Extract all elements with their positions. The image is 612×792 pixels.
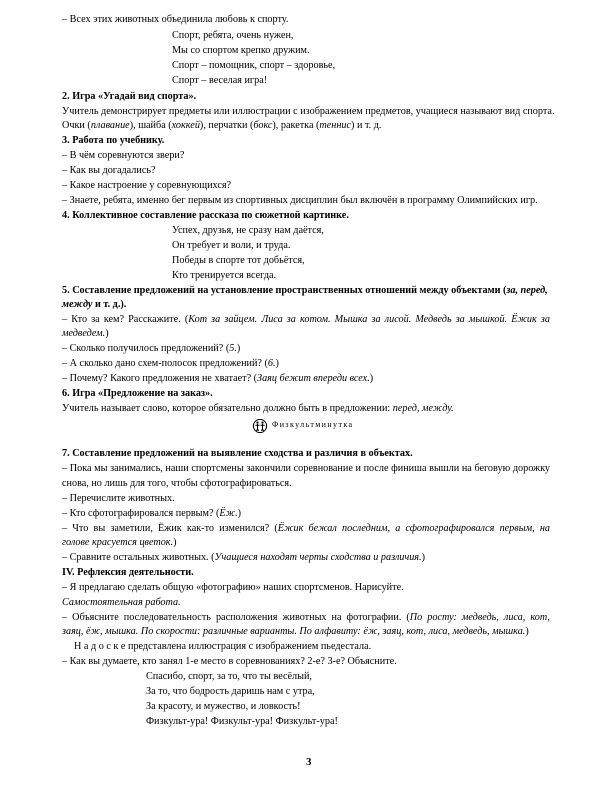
text-line: Самостоятельная работа. xyxy=(62,597,181,608)
section-heading: 4. Коллективное составление рассказа по сюжетной картинке. xyxy=(62,210,349,221)
poem-line: Спорт – помощник, спорт – здоровье, xyxy=(172,60,336,71)
poem-line: Физкульт-ура! Физкульт-ура! Физкульт-ура! xyxy=(146,716,338,727)
poem-line: За то, что бодрость даришь нам с утра, xyxy=(146,686,315,697)
text-line: – Какое настроение у соревнующихся? xyxy=(62,180,232,191)
page-number: 3 xyxy=(306,756,312,768)
text-line: голове красуется цветок.) xyxy=(62,537,177,548)
exercise-icon xyxy=(252,419,268,433)
poem-line: Спорт – веселая игра! xyxy=(172,75,268,86)
section-heading: 5. Составление предложений на установление пространственных отношений между объектами (за, перед, xyxy=(62,285,548,296)
poem-line: Успех, друзья, не сразу нам даётся, xyxy=(172,225,324,236)
text-line: – Почему? Какого предложения не хватает? (Заяц бежит впереди всех.) xyxy=(62,373,374,384)
text-line: – Объясните последовательность расположения животных на фотографии. (По росту: медведь, лиса, кот, xyxy=(62,612,550,623)
text-line: заяц, ёж, мышка. По скорости: различные варианты. По алфавиту: ёж, заяц, кот, лиса, медведь, мышка.) xyxy=(62,626,529,637)
text-line: – Пока мы занимались, наши спортсмены закончили соревнование и после финиша вышли на беговую дорожку xyxy=(62,463,550,474)
section-heading: 3. Работа по учебнику. xyxy=(62,135,165,146)
text-line: – А сколько дано схем-полосок предложений? (6.) xyxy=(62,358,279,369)
poem-line: Мы со спортом крепко дружим. xyxy=(172,45,310,56)
text-line: – Я предлагаю сделать общую «фотографию» наших спортсменов. Нарисуйте. xyxy=(62,582,404,593)
text-line: – Как вы догадались? xyxy=(62,165,156,176)
text-line: – Кто сфотографировался первым? (Ёж.) xyxy=(62,508,242,519)
text-line: Н а д о с к е представлена иллюстрация с изображением пьедестала. xyxy=(74,641,372,652)
section-heading: 7. Составление предложений на выявление сходства и различия в объектах. xyxy=(62,448,413,459)
text-line: – Как вы думаете, кто занял 1-е место в соревнованиях? 2-е? 3-е? Объясните. xyxy=(62,656,397,667)
poem-line: Спасибо, спорт, за то, что ты весёлый, xyxy=(146,671,312,682)
section-heading: 2. Игра «Угадай вид спорта». xyxy=(62,91,197,102)
poem-line: Он требует и воли, и труда. xyxy=(172,240,291,251)
physical-break-label: Физкультминутка xyxy=(272,420,354,429)
text-line: медведем.) xyxy=(62,328,109,339)
text-line: – В чём соревнуются звери? xyxy=(62,150,185,161)
section-heading: 6. Игра «Предложение на заказ». xyxy=(62,388,213,399)
text-line: – Знаете, ребята, именно бег первым из спортивных дисциплин был включён в программу Олимпийских игр. xyxy=(62,195,538,206)
poem-line: Спорт, ребята, очень нужен, xyxy=(172,30,294,41)
text-line: Учитель называет слово, которое обязательно должно быть в предложении: перед, между. xyxy=(62,403,454,414)
text-line: снова, но лишь для того, чтобы сфотографироваться. xyxy=(62,478,292,489)
text-line: Учитель демонстрирует предметы или иллюстрации с изображением предметов, учащиеся называют вид спорта. xyxy=(62,106,555,117)
text-line: – Сколько получилось предложений? (5.) xyxy=(62,343,241,354)
text-line: – Всех этих животных объединила любовь к спорту. xyxy=(62,14,289,25)
poem-line: За красоту, и мужество, и ловкость! xyxy=(146,701,301,712)
poem-line: Кто тренируется всегда. xyxy=(172,270,277,281)
poem-line: Победы в спорте тот добьётся, xyxy=(172,255,305,266)
section-heading: IV. Рефлексия деятельности. xyxy=(62,567,194,578)
text-line: – Перечислите животных. xyxy=(62,493,175,504)
section-heading-cont: между и т. д.). xyxy=(62,299,127,310)
text-line: – Сравните остальных животных. (Учащиеся находят черты сходства и различия.) xyxy=(62,552,425,563)
text-line: – Что вы заметили, Ёжик как-то изменился? (Ёжик бежал последним, а сфотографировался первым, на xyxy=(62,523,550,534)
text-line: – Кто за кем? Расскажите. (Кот за зайцем. Лиса за котом. Мышка за лисой. Медведь за мышкой. Ёжик за xyxy=(62,314,550,325)
text-line: Очки (плавание), шайба (хоккей), перчатки (бокс), ракетка (теннис) и т. д. xyxy=(62,120,382,131)
